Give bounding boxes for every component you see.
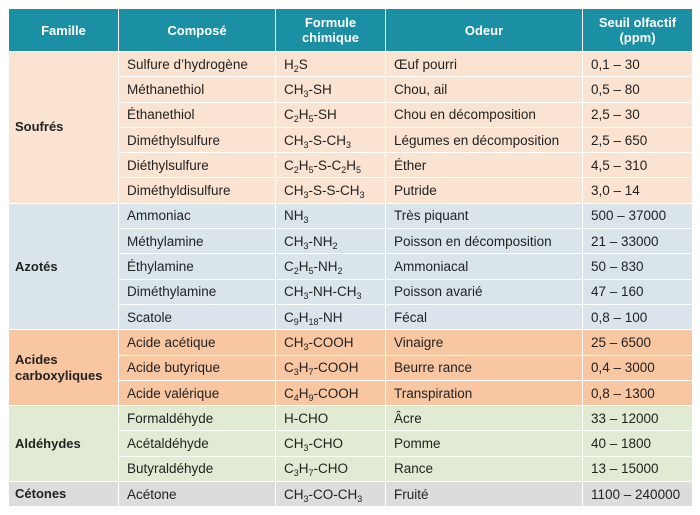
formula-subscript: 2 [332, 240, 338, 251]
formula-cell [276, 279, 386, 304]
formula-text: C [284, 385, 294, 401]
threshold-cell: 0,4 – 3000 [583, 355, 693, 380]
family-cell: Cétones [9, 482, 119, 507]
formula-text: -NH [313, 259, 338, 275]
threshold-cell: 2,5 – 30 [583, 102, 693, 127]
formula-text: C [284, 107, 294, 123]
formula-text: -CHO [308, 436, 344, 452]
odor-cell: Fruité [386, 482, 583, 507]
odor-cell: Très piquant [386, 203, 583, 228]
formula-cell [276, 52, 386, 77]
formula-cell [276, 178, 386, 203]
formula-subscript: 2 [337, 266, 343, 277]
formula-text: -CHO [313, 461, 349, 477]
formula-cell [276, 77, 386, 102]
formula-cell [276, 482, 386, 507]
header-formule: Formule chimique [276, 9, 386, 52]
compound-cell: Éthanethiol [119, 102, 276, 127]
formula-subscript: 2 [293, 114, 299, 125]
table-body [9, 52, 693, 507]
compound-cell: Ammoniac [119, 203, 276, 228]
formula-text: CH [284, 132, 304, 148]
formula-subscript: 3 [303, 139, 309, 150]
formula-text: CH [284, 284, 304, 300]
formula-cell [276, 355, 386, 380]
formula-subscript: 3 [293, 468, 299, 479]
family-cell: Aldéhydes [9, 406, 119, 482]
threshold-cell: 1100 – 240000 [583, 482, 693, 507]
formula-subscript: 3 [346, 139, 352, 150]
formula-subscript: 18 [308, 316, 319, 327]
family-cell: Azotés [9, 203, 119, 329]
formula-subscript: 9 [308, 392, 314, 403]
compound-cell: Éthylamine [119, 254, 276, 279]
compound-cell: Diméthylsulfure [119, 127, 276, 152]
odor-cell: Poisson en décomposition [386, 229, 583, 254]
formula-text: H [284, 56, 294, 72]
compound-cell: Méthanethiol [119, 77, 276, 102]
formula-text: -COOH [313, 360, 359, 376]
threshold-cell: 500 – 37000 [583, 203, 693, 228]
formula-subscript: 9 [293, 316, 299, 327]
formula-text: CH [284, 183, 304, 199]
compound-cell: Formaldéhyde [119, 406, 276, 431]
formula-text: CH [284, 233, 304, 249]
formula-text: C [284, 309, 294, 325]
threshold-cell: 4,5 – 310 [583, 153, 693, 178]
formula-cell [276, 102, 386, 127]
formula-text: -S-C [313, 157, 342, 173]
odor-cell: Pomme [386, 431, 583, 456]
formula-cell [276, 153, 386, 178]
formula-text: H [298, 461, 309, 477]
odor-cell: Chou en décomposition [386, 102, 583, 127]
formula-subscript: 2 [293, 63, 299, 74]
header-row [9, 9, 693, 52]
formula-text: C [284, 259, 294, 275]
odor-cell: Vinaigre [386, 330, 583, 355]
compound-cell: Diéthylsulfure [119, 153, 276, 178]
threshold-cell: 50 – 830 [583, 254, 693, 279]
formula-cell [276, 229, 386, 254]
formula-text: -S-S-CH [308, 183, 360, 199]
header-seuil: Seuil olfactif (ppm) [583, 9, 693, 52]
formula-text: -NH [318, 309, 343, 325]
formula-text: -COOH [313, 385, 359, 401]
formula-subscript: 5 [308, 266, 314, 277]
formula-text: -CO-CH [308, 486, 358, 502]
compound-cell: Acide valérique [119, 380, 276, 405]
formula-cell [276, 330, 386, 355]
threshold-cell: 0,8 – 1300 [583, 380, 693, 405]
table-row [9, 52, 693, 77]
formula-text: CH [284, 81, 304, 97]
family-cell: Acides carboxyliques [9, 330, 119, 406]
formula-subscript: 5 [356, 164, 362, 175]
formula-subscript: 3 [303, 341, 309, 352]
formula-text: C [284, 157, 294, 173]
odor-cell: Chou, ail [386, 77, 583, 102]
formula-subscript: 3 [303, 443, 309, 454]
formula-subscript: 3 [303, 291, 309, 302]
formula-subscript: 3 [303, 190, 309, 201]
formula-text: -COOH [308, 334, 354, 350]
formula-subscript: 3 [293, 367, 299, 378]
odor-cell: Putride [386, 178, 583, 203]
compound-cell: Scatole [119, 304, 276, 329]
table-row [9, 203, 693, 228]
formula-text: -NH-CH [308, 284, 357, 300]
compound-cell: Sulfure d’hydrogène [119, 52, 276, 77]
formula-text: CH [284, 486, 304, 502]
table-row [9, 330, 693, 355]
formula-text: C [284, 360, 294, 376]
formula-text: -S-CH [308, 132, 347, 148]
formula-text: H [298, 360, 309, 376]
formula-text: -SH [308, 81, 332, 97]
threshold-cell: 33 – 12000 [583, 406, 693, 431]
formula-text: CH [284, 436, 304, 452]
table-row [9, 482, 693, 507]
formula-cell [276, 431, 386, 456]
formula-subscript: 3 [303, 88, 309, 99]
formula-text: S [298, 56, 308, 72]
formula-text: -NH [308, 233, 333, 249]
threshold-cell: 21 – 33000 [583, 229, 693, 254]
formula-subscript: 2 [293, 164, 299, 175]
formula-text: H [298, 107, 309, 123]
formula-subscript: 7 [308, 367, 314, 378]
formula-cell [276, 304, 386, 329]
formula-subscript: 3 [303, 240, 309, 251]
compound-cell: Acétone [119, 482, 276, 507]
formula-text: CH [284, 334, 304, 350]
header-famille: Famille [9, 9, 119, 52]
formula-subscript: 4 [293, 392, 299, 403]
formula-subscript: 2 [293, 266, 299, 277]
odor-cell: Rance [386, 456, 583, 481]
threshold-cell: 47 – 160 [583, 279, 693, 304]
header-odeur: Odeur [386, 9, 583, 52]
odor-cell: Éther [386, 153, 583, 178]
formula-subscript: 3 [357, 493, 363, 504]
compound-cell: Diméthyldisulfure [119, 178, 276, 203]
formula-subscript: 3 [359, 190, 365, 201]
formula-subscript: 3 [303, 215, 309, 226]
formula-text: H [298, 385, 309, 401]
formula-cell [276, 380, 386, 405]
formula-cell [276, 406, 386, 431]
formula-text: -SH [313, 107, 337, 123]
odor-cell: Beurre rance [386, 355, 583, 380]
formula-cell [276, 127, 386, 152]
compound-cell: Butyraldéhyde [119, 456, 276, 481]
threshold-cell: 0,1 – 30 [583, 52, 693, 77]
formula-text: NH [284, 208, 304, 224]
formula-text: H [346, 157, 357, 173]
formula-cell [276, 203, 386, 228]
family-cell: Soufrés [9, 52, 119, 204]
formula-subscript: 3 [356, 291, 362, 302]
formula-subscript: 2 [341, 164, 347, 175]
formula-text: H [298, 259, 309, 275]
formula-cell [276, 254, 386, 279]
odor-cell: Transpiration [386, 380, 583, 405]
odor-cell: Œuf pourri [386, 52, 583, 77]
odor-cell: Ammoniacal [386, 254, 583, 279]
threshold-cell: 40 – 1800 [583, 431, 693, 456]
formula-text: C [284, 461, 294, 477]
threshold-cell: 25 – 6500 [583, 330, 693, 355]
formula-cell [276, 456, 386, 481]
odor-threshold-table [8, 8, 693, 507]
compound-cell: Acide acétique [119, 330, 276, 355]
formula-text: H [298, 157, 309, 173]
compound-cell: Acétaldéhyde [119, 431, 276, 456]
odor-cell: Légumes en décomposition [386, 127, 583, 152]
odor-cell: Poisson avarié [386, 279, 583, 304]
formula-subscript: 3 [303, 493, 309, 504]
odor-cell: Fécal [386, 304, 583, 329]
threshold-cell: 3,0 – 14 [583, 178, 693, 203]
threshold-cell: 0,5 – 80 [583, 77, 693, 102]
formula-subscript: 5 [308, 164, 314, 175]
formula-subscript: 5 [308, 114, 314, 125]
compound-cell: Acide butyrique [119, 355, 276, 380]
header-compose: Composé [119, 9, 276, 52]
compound-cell: Méthylamine [119, 229, 276, 254]
threshold-cell: 13 – 15000 [583, 456, 693, 481]
threshold-cell: 0,8 – 100 [583, 304, 693, 329]
odor-cell: Âcre [386, 406, 583, 431]
formula-text: H-CHO [284, 410, 329, 426]
threshold-cell: 2,5 – 650 [583, 127, 693, 152]
compound-cell: Diméthylamine [119, 279, 276, 304]
formula-subscript: 7 [308, 468, 314, 479]
formula-text: H [298, 309, 309, 325]
table-row [9, 406, 693, 431]
